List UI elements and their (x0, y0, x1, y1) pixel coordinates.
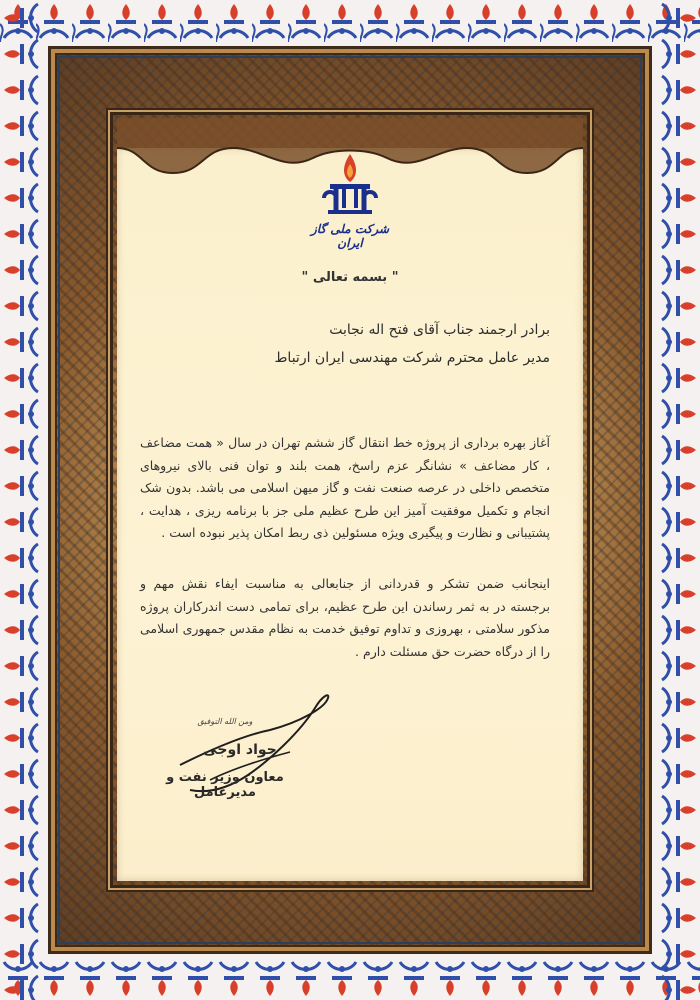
recipient-line-1: برادر ارجمند جناب آقای فتح اله نجابت (329, 322, 550, 338)
body-paragraph-2: اینجانب ضمن تشکر و قدردانی از جنابعالی به مناسبت ایفاء نقش مهم و برجسته در به ثمر رساندن این طرح عظیم، برای تمامی دست اندرکاران پروژه مذکور سلامتی ، بهروزی و تداوم توفیق خدمت به نظام مقدس جمهوری اسلامی را از درگاه حضرت حق مسئلت دارم . (140, 576, 550, 659)
body-paragraph-1: آغاز بهره برداری از پروژه خط انتقال گاز ششم تهران در سال « همت مضاعف ، کار مضاعف » نشانگر عزم راسخ، همت بلند و توان فنی بالای نیروهای متخصص داخلی در عرصه صنعت نفت و گاز میهن اسلامی می باشد. بدون شک انجام و تکمیل موفقیت آمیز این طرح عظیم ملی جز با برنامه ریزی ، هدایت ، پشتیبانی و نظارت و پیگیری ویژه مسئولین ذی ربط امکان پذیر نبوده است . (140, 435, 550, 541)
signer-title: معاون وزیر نفت و مدیرعامل (166, 770, 284, 800)
bottom-flame-border (0, 958, 700, 1000)
top-flame-border (0, 0, 700, 42)
recipient-line-2: مدیر عامل محترم شرکت مهندسی ایران ارتباط (274, 350, 550, 366)
organization-name: شرکت ملی گاز ایران (310, 222, 390, 250)
closing-phrase: ومن الله التوفیق (197, 717, 253, 726)
right-flame-border (658, 0, 700, 1000)
left-flame-border (0, 0, 42, 1000)
invocation-heading: " بسمه تعالی " (301, 270, 399, 285)
signer-name: جواد اوجی (203, 742, 277, 758)
